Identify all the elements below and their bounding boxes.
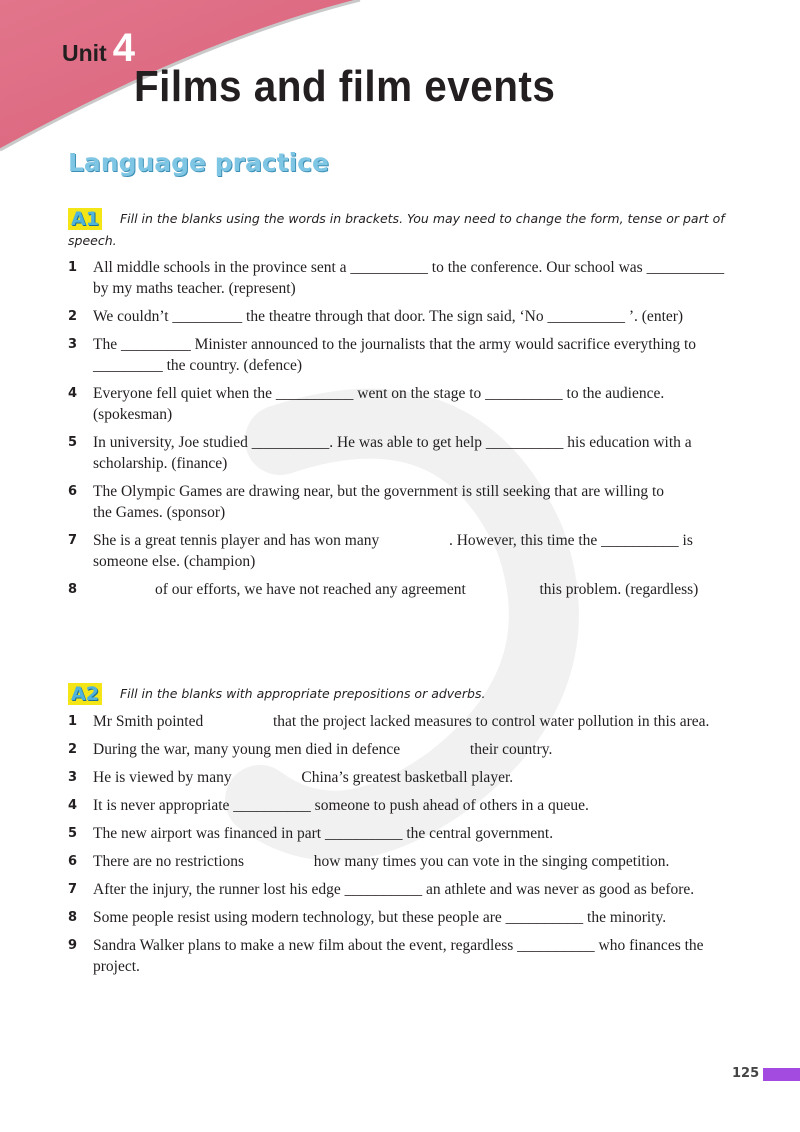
question-number: 1 — [68, 714, 78, 729]
question-number: 6 — [68, 484, 78, 499]
exercise-a1-instruction — [68, 208, 728, 251]
exercise-a2-questions — [68, 711, 728, 977]
question-item — [68, 907, 728, 928]
question-item — [68, 579, 728, 600]
question-number: 8 — [68, 910, 78, 925]
question-number: 3 — [68, 337, 78, 352]
exercise-a1-questions — [68, 257, 738, 600]
question-text: Everyone fell quiet when the __________ went on the stage to __________ to the audience. (spokesman) — [93, 385, 665, 423]
question-item — [68, 334, 728, 376]
question-text: Mr Smith pointed that the project lacked measures to control water pollution in this area. — [93, 713, 710, 730]
page-title: Films and film events — [134, 62, 556, 111]
exercise-a2 — [68, 683, 728, 984]
question-item — [68, 257, 728, 299]
question-text: He is viewed by many China’s greatest basketball player. — [93, 769, 514, 786]
unit-number: 4 — [112, 26, 135, 70]
question-text: After the injury, the runner lost his edge __________ an athlete and was never as good as before. — [93, 881, 695, 898]
page-number-bar — [763, 1068, 800, 1081]
exercise-a1-instruction-text: Fill in the blanks using the words in brackets. You may need to change the form, tense or part of speech. — [68, 211, 725, 248]
question-number: 8 — [68, 582, 78, 597]
question-number: 4 — [68, 798, 78, 813]
question-text: We couldn’t _________ the theatre through that door. The sign said, ‘No __________ ’. (enter) — [93, 308, 684, 325]
question-number: 4 — [68, 386, 78, 401]
question-number: 3 — [68, 770, 78, 785]
question-number: 1 — [68, 260, 78, 275]
question-text: The Olympic Games are drawing near, but the government is still seeking that are willing to the Games. (sponsor) — [93, 483, 738, 521]
question-item — [68, 795, 728, 816]
exercise-a2-instruction — [68, 683, 728, 705]
question-item — [68, 935, 728, 977]
question-text: The _________ Minister announced to the journalists that the army would sacrifice everything to _________ the country. (defence) — [93, 336, 697, 374]
question-number: 5 — [68, 826, 78, 841]
question-item — [68, 711, 728, 732]
question-number: 9 — [68, 938, 78, 953]
question-item — [68, 383, 728, 425]
question-item — [68, 530, 728, 572]
question-text: Some people resist using modern technology, but these people are __________ the minority. — [93, 909, 667, 926]
exercise-a2-instruction-text: Fill in the blanks with appropriate prepositions or adverbs. — [119, 686, 486, 701]
question-item — [68, 851, 728, 872]
question-text: The new airport was financed in part __________ the central government. — [93, 825, 554, 842]
question-number: 6 — [68, 854, 78, 869]
question-text: Sandra Walker plans to make a new film about the event, regardless __________ who finances the project. — [93, 937, 704, 975]
question-text: In university, Joe studied __________. He was able to get help __________ his education with a scholarship. (finance) — [93, 434, 692, 472]
question-item — [68, 767, 728, 788]
exercise-a1 — [68, 208, 738, 607]
question-number: 2 — [68, 742, 78, 757]
question-text: She is a great tennis player and has won many . However, this time the __________ is someone else. (champion) — [93, 532, 697, 570]
question-item — [68, 739, 728, 760]
question-text: All middle schools in the province sent a __________ to the conference. Our school was __________ by my maths teacher. (represent) — [93, 259, 725, 297]
question-item — [68, 481, 738, 523]
section-title: Language practice — [68, 148, 329, 177]
question-text: During the war, many young men died in defence their country. — [93, 741, 553, 758]
question-number: 7 — [68, 882, 78, 897]
question-text: It is never appropriate __________ someone to push ahead of others in a queue. — [93, 797, 589, 814]
unit-label — [62, 26, 135, 71]
question-text: of our efforts, we have not reached any agreement this problem. (regardless) — [93, 581, 699, 598]
unit-word: Unit — [62, 40, 107, 66]
question-item — [68, 823, 728, 844]
question-text: There are no restrictions how many times you can vote in the singing competition. — [93, 853, 670, 870]
exercise-a2-badge: A2 — [68, 683, 102, 705]
question-item — [68, 306, 728, 327]
page-number: 125 — [732, 1066, 760, 1081]
question-number: 2 — [68, 309, 78, 324]
question-item — [68, 432, 728, 474]
question-number: 7 — [68, 533, 78, 548]
question-item — [68, 879, 728, 900]
exercise-a1-badge: A1 — [68, 208, 102, 230]
question-number: 5 — [68, 435, 78, 450]
